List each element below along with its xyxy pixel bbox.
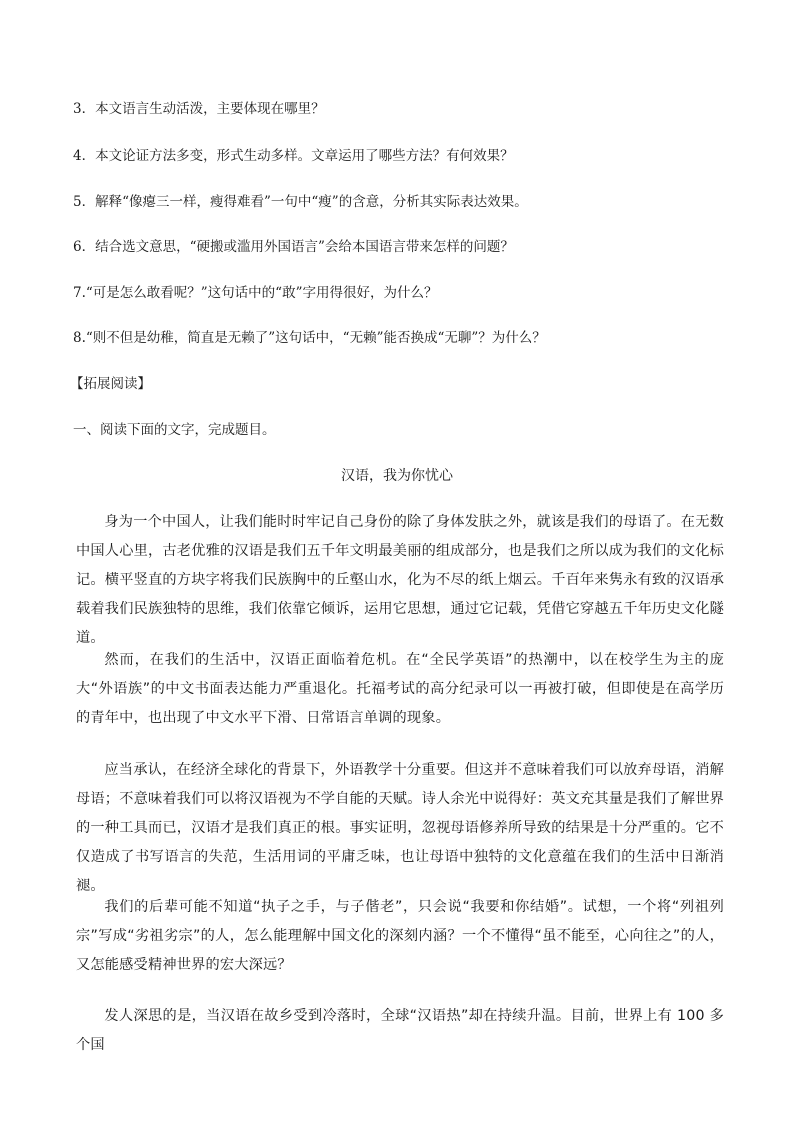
- section-heading: 【拓展阅读】: [70, 376, 151, 392]
- task-instruction: 一、阅读下面的文字，完成题目。: [73, 422, 276, 438]
- question-6: 6．结合选文意思，“硬搬或滥用外国语言”会给本国语言带来怎样的问题？: [73, 239, 514, 255]
- question-3: 3．本文语言生动活泼，主要体现在哪里？: [73, 101, 325, 117]
- article-paragraph-2: 然而，在我们的生活中，汉语正面临着危机。在“全民学英语”的热潮中，以在校学生为主的庞大“外语族”的中文书面表达能力严重退化。托福考试的高分纪录可以一再被打破，但即使是在高学历的青年中，也出现了中文水平下滑、日常语言单调的现象。: [76, 652, 724, 726]
- article-paragraph-1: 身为一个中国人，让我们能时时牢记自己身份的除了身体发肤之外，就该是我们的母语了。在无数中国人心里，古老优雅的汉语是我们五千年文明最美丽的组成部分，也是我们之所以成为我们的文化标记。横平竖直的方块字将我们民族胸中的丘壑山水，化为不尽的纸上烟云。千百年来隽永有致的汉语承载着我们民族独特的思维，我们依靠它倾诉，运用它思想，通过它记载，凭借它穿越五千年历史文化隧道。: [76, 514, 724, 646]
- article-paragraph-4: 我们的后辈可能不知道“执子之手，与子偕老”，只会说“我要和你结婚”。试想，一个将“列祖列宗”写成“劣祖劣宗”的人，怎么能理解中国文化的深刻内涵？一个不懂得“虽不能至，心向往之”的人，又怎能感受精神世界的宏大深远？: [76, 899, 724, 973]
- article-title: 汉语，我为你忧心: [341, 468, 453, 484]
- question-7: 7.“可是怎么敢看呢？”这句话中的“敢”字用得很好，为什么？: [73, 285, 438, 301]
- article-paragraph-3: 应当承认，在经济全球化的背景下，外语教学十分重要。但这并不意味着我们可以放弃母语，消解母语；不意味着我们可以将汉语视为不学自能的天赋。诗人余光中说得好：英文充其量是我们了解世界的一种工具而已，汉语才是我们真正的根。事实证明，忽视母语修养所导致的结果是十分严重的。它不仅造成了书写语言的失范，生活用词的平庸乏味，也让母语中独特的文化意蕴在我们的生活中日渐消褪。: [76, 762, 724, 894]
- article-paragraph-5: 发人深思的是，当汉语在故乡受到冷落时，全球“汉语热”却在持续升温。目前，世界上有 100 多个国: [76, 1008, 724, 1053]
- question-5: 5．解释“像瘪三一样，瘦得难看”一句中“瘦”的含意，分析其实际表达效果。: [73, 194, 528, 210]
- question-8: 8.“则不但是幼稚，简直是无赖了”这句话中，“无赖”能否换成“无聊”？为什么？: [73, 330, 546, 346]
- question-4: 4．本文论证方法多变，形式生动多样。文章运用了哪些方法？有何效果？: [73, 148, 514, 164]
